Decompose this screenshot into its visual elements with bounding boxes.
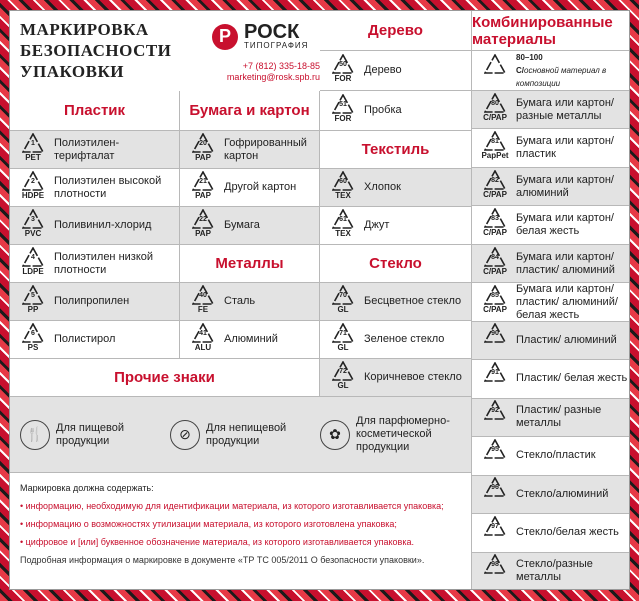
requirement-item: • цифровое и [или] буквенное обозначение материала, из которого изготавливается упаковка.	[20, 537, 414, 547]
material-label: Бумага	[224, 219, 260, 231]
recycle-triangle-icon	[478, 170, 512, 204]
material-row	[472, 283, 630, 321]
recycle-triangle-icon	[326, 171, 360, 205]
other-sign-label: Для пищевой продукции	[56, 421, 125, 447]
recycle-number: 21	[199, 177, 207, 185]
recycle-triangle-icon	[478, 285, 512, 319]
recycle-number: 98	[491, 561, 499, 569]
recycle-number: 50	[339, 60, 347, 68]
material-row	[10, 207, 180, 245]
other-signs-row	[10, 397, 472, 473]
material-label: Бумага или картон/ пластик	[516, 135, 614, 161]
other-sign	[10, 420, 160, 450]
recycle-triangle-icon	[16, 171, 50, 205]
material-label: Пластик/ белая жесть	[516, 372, 628, 385]
material-code: C/PAP	[483, 305, 507, 315]
recycle-triangle-icon	[16, 133, 50, 167]
material-label: Полипропилен	[54, 295, 130, 307]
recycle-number: 96	[491, 484, 499, 492]
recycle-number: 92	[491, 407, 499, 415]
recycle-number: 1	[31, 139, 35, 147]
recycle-number: 6	[31, 329, 35, 337]
recycle-number: 22	[199, 215, 207, 223]
other-sign-label: Для непищевой продукции	[206, 421, 287, 447]
material-label: Гофрированный картон	[224, 136, 307, 162]
material-row	[472, 206, 630, 244]
section-metals: Металлы	[180, 245, 320, 283]
material-label: Стекло/белая жесть	[516, 526, 619, 539]
material-label: Пластик/ алюминий	[516, 333, 617, 346]
recycle-triangle-icon	[326, 54, 360, 88]
combined-note: 80–100 C/основной материал в композиции	[516, 53, 607, 88]
material-row	[472, 245, 630, 283]
material-code: PVC	[24, 228, 42, 238]
material-label: Коричневое стекло	[364, 371, 462, 383]
recycle-number: 41	[199, 329, 207, 337]
material-row	[320, 91, 472, 131]
material-label: Стекло/пластик	[516, 449, 596, 462]
recycle-triangle-icon	[478, 516, 512, 550]
material-label: Бумага или картон/ белая жесть	[516, 212, 614, 238]
material-code: PAP	[195, 190, 211, 200]
page-title: МАРКИРОВКА БЕЗОПАСНОСТИ УПАКОВКИ	[20, 20, 172, 81]
recycle-number: 3	[31, 215, 35, 223]
food-icon: 🍴	[20, 420, 50, 450]
material-label: Поливинил-хлорид	[54, 219, 152, 231]
phone[interactable]: +7 (812) 335-18-85	[242, 61, 320, 71]
recycle-triangle-icon	[478, 323, 512, 357]
recycle-number: 60	[339, 177, 347, 185]
recycle-number: 71	[339, 329, 347, 337]
material-code: FOR	[334, 113, 352, 123]
material-row	[472, 322, 630, 360]
other-sign	[310, 415, 460, 454]
recycle-triangle-icon	[326, 285, 360, 319]
recycle-number: 20	[199, 139, 207, 147]
recycle-triangle-icon	[186, 171, 220, 205]
material-label: Полиэтилен низкой плотности	[54, 250, 154, 276]
logo-brand: РОСК	[244, 21, 300, 43]
material-label: Пробка	[364, 104, 402, 116]
section-glass: Стекло	[320, 245, 472, 283]
recycle-number: 70	[339, 291, 347, 299]
material-code: FOR	[334, 73, 352, 83]
material-row	[320, 51, 472, 91]
material-row	[10, 321, 180, 359]
recycle-number: 81	[491, 138, 499, 146]
recycle-number: 90	[491, 330, 499, 338]
material-row	[320, 359, 472, 397]
recycle-triangle-icon	[478, 208, 512, 242]
material-code: GL	[337, 304, 349, 314]
recycle-number: 72	[339, 367, 347, 375]
material-row	[320, 169, 472, 207]
section-textile: Текстиль	[320, 131, 472, 169]
requirement-item: • информацию о возможностях утилизации материала, из которого изготовлена упаковка;	[20, 519, 397, 529]
recycle-triangle-icon	[478, 477, 512, 511]
material-code: FE	[197, 304, 209, 314]
material-code: C/PAP	[483, 189, 507, 199]
logo-subtitle: ТИПОГРАФИЯ	[244, 41, 309, 50]
section-other: Прочие знаки	[10, 359, 320, 397]
recycle-triangle-icon	[16, 323, 50, 357]
material-label: Хлопок	[364, 181, 401, 193]
material-code: GL	[337, 342, 349, 352]
contact-block	[200, 61, 320, 83]
material-row	[472, 129, 630, 167]
material-label: Бумага или картон/ разные металлы	[516, 96, 614, 122]
material-code: PapPet	[481, 151, 509, 161]
other-sign	[160, 420, 310, 450]
recycle-number: 2	[31, 177, 35, 185]
recycle-triangle-icon	[478, 439, 512, 473]
recycle-number: 97	[491, 522, 499, 530]
requirements-heading: Маркировка должна содержать:	[20, 483, 154, 493]
recycle-number: 95	[491, 445, 499, 453]
recycle-triangle-icon	[478, 247, 512, 281]
material-row	[472, 437, 630, 475]
recycle-number: 82	[491, 176, 499, 184]
recycle-triangle-icon	[478, 131, 512, 165]
material-code: PP	[27, 304, 39, 314]
combined-legend	[472, 51, 630, 91]
material-label: Другой картон	[224, 181, 297, 193]
material-row	[472, 476, 630, 514]
requirement-item: • информацию, необходимую для идентификации материала, из которого изготавливается упаковка;	[20, 501, 444, 511]
section-plastic: Пластик	[10, 91, 180, 131]
recycle-triangle-icon	[326, 361, 360, 395]
recycle-triangle-icon	[326, 94, 360, 128]
logo	[212, 23, 308, 50]
recycle-triangle-icon	[478, 554, 512, 588]
material-row	[320, 321, 472, 359]
material-label: Джут	[364, 219, 390, 231]
recycle-triangle-icon	[478, 400, 512, 434]
recycle-number: 61	[339, 215, 347, 223]
non-food-icon: ⊘	[170, 420, 200, 450]
material-code: PAP	[195, 228, 211, 238]
material-label: Сталь	[224, 295, 256, 307]
material-row	[10, 131, 180, 169]
material-row	[180, 283, 320, 321]
material-label: Алюминий	[224, 333, 278, 345]
recycle-number: 40	[199, 291, 207, 299]
other-sign-label: Для парфюмерно-косметической продукции	[356, 415, 450, 453]
recycle-number: 91	[491, 368, 499, 376]
material-code: ALU	[194, 342, 212, 352]
requirements-block	[10, 473, 472, 590]
material-row	[472, 553, 630, 590]
material-code: PET	[25, 152, 41, 162]
material-row	[472, 168, 630, 206]
recycle-triangle-icon	[16, 247, 50, 281]
section-paper: Бумага и картон	[180, 91, 320, 131]
material-row	[320, 283, 472, 321]
logo-mark-icon: Р	[212, 24, 238, 50]
material-label: Стекло/разные металлы	[516, 558, 593, 584]
recycle-triangle-icon	[186, 133, 220, 167]
material-row	[10, 169, 180, 207]
recycle-number: 84	[491, 253, 499, 261]
material-row	[472, 360, 630, 398]
material-code: HDPE	[21, 190, 45, 200]
recycle-triangle-icon	[186, 209, 220, 243]
material-label: Бесцветное стекло	[364, 295, 462, 307]
material-code: TEX	[335, 228, 351, 238]
material-label: Стекло/алюминий	[516, 487, 609, 500]
material-row	[180, 321, 320, 359]
material-row	[472, 399, 630, 437]
material-label: Бумага или картон/ пластик/ алюминий	[516, 250, 615, 276]
material-label: Полиэтилен высокой плотности	[54, 174, 162, 200]
recycle-triangle-icon	[186, 323, 220, 357]
material-label: Зеленое стекло	[364, 333, 445, 345]
material-label: Пластик/ разные металлы	[516, 404, 602, 430]
recycle-triangle-icon	[478, 93, 512, 127]
material-code: PAP	[195, 152, 211, 162]
recycle-triangle-icon	[16, 209, 50, 243]
section-combined: Комбинированные материалы	[472, 11, 630, 51]
recycle-triangle-icon	[326, 209, 360, 243]
requirements-footer: Подробная информация о маркировке в документе «ТР ТС 005/2011 О безопасности упаковки».	[20, 555, 425, 565]
material-row	[180, 207, 320, 245]
material-row	[472, 91, 630, 129]
recycle-number: 51	[339, 100, 347, 108]
recycle-triangle-icon	[478, 362, 512, 396]
recycle-number: 5	[31, 291, 35, 299]
recycle-triangle-icon	[326, 323, 360, 357]
email[interactable]: marketing@rosk.spb.ru	[226, 72, 320, 82]
recycle-number: 85	[491, 292, 499, 300]
cosmetics-icon: ✿	[320, 420, 350, 450]
material-code: LDPE	[22, 266, 44, 276]
recycle-triangle-icon	[16, 285, 50, 319]
material-label: Бумага или картон/ алюминий	[516, 173, 614, 199]
material-label: Полиэтилен-терифталат	[54, 136, 120, 162]
material-label: Полистирол	[54, 333, 116, 345]
material-row	[10, 245, 180, 283]
material-code: GL	[337, 380, 349, 390]
material-row	[10, 283, 180, 321]
recycle-triangle-icon	[478, 54, 512, 88]
material-label: Бумага или картон/ пластик/ алюминий/ белая жесть	[516, 282, 618, 321]
material-row	[180, 169, 320, 207]
material-code: C/PAP	[483, 112, 507, 122]
recycle-number: 80	[491, 99, 499, 107]
material-code: TEX	[335, 190, 351, 200]
material-code: C/PAP	[483, 228, 507, 238]
material-code: PS	[27, 342, 39, 352]
material-code: C/PAP	[483, 266, 507, 276]
material-row	[180, 131, 320, 169]
recycle-number: 4	[31, 253, 35, 261]
material-row	[472, 514, 630, 552]
section-wood: Дерево	[320, 11, 472, 51]
recycle-triangle-icon	[186, 285, 220, 319]
material-label: Дерево	[364, 64, 402, 76]
infographic-panel	[9, 10, 630, 590]
material-row	[320, 207, 472, 245]
recycle-number: 83	[491, 215, 499, 223]
